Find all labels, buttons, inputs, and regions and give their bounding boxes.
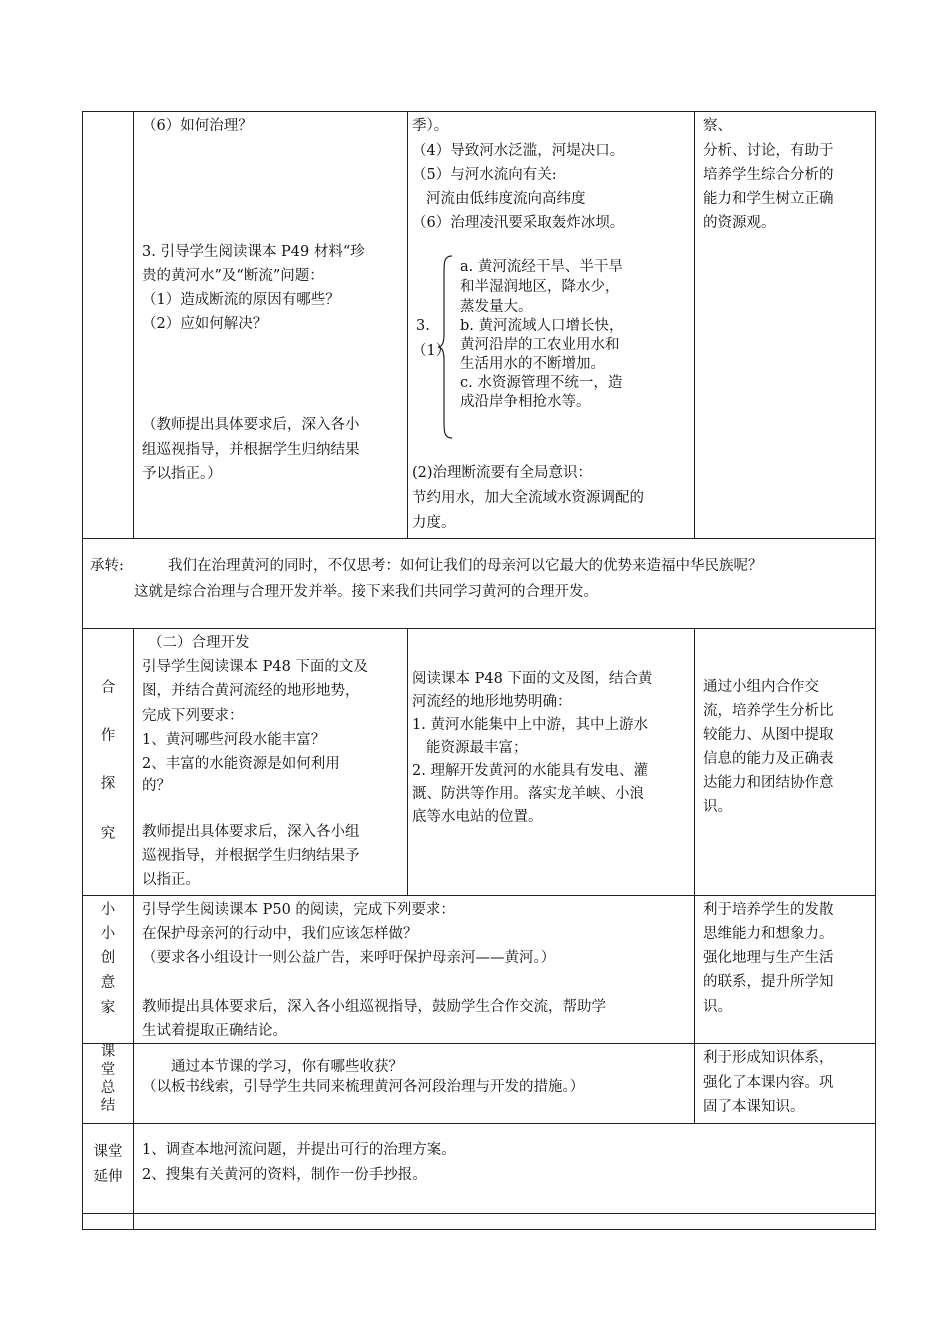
- creative-label-char: 意: [100, 975, 116, 991]
- answer-line5: （6）治理凌汛要采取轰炸冰坝。: [412, 215, 625, 231]
- summary-label-char: 结: [100, 1098, 116, 1114]
- coop-task-line10: 以指正。: [142, 872, 200, 888]
- question-2: （2）应如何解决？: [142, 316, 268, 332]
- reason-b-line3: 生活用水的不断增加。: [460, 356, 605, 372]
- summary-intent-line1: 利于形成知识体系，: [703, 1050, 834, 1066]
- coop-task-line9: 巡视指导，并根据学生归纳结果予: [142, 848, 360, 864]
- summary-label-char: 堂: [100, 1062, 116, 1078]
- summary-label-char: 课: [100, 1044, 116, 1060]
- coop-task-line4: 完成下列要求：: [142, 708, 244, 724]
- summary-label-char: 总: [100, 1080, 116, 1096]
- intent-line5: 的资源观。: [703, 215, 776, 231]
- activity-3-line1: 3. 引导学生阅读课本 P49 材料“珍: [142, 244, 365, 260]
- coop-intent-line6: 识。: [703, 799, 732, 815]
- creative-label-char: 小: [100, 902, 116, 918]
- reason-b-line2: 黄河沿岸的工农业用水和: [460, 337, 620, 353]
- coop-intent-line3: 较能力、从图中提取: [703, 727, 834, 743]
- answer-line4: 河流由低纬度流向高纬度: [426, 191, 586, 207]
- intent-line4: 能力和学生树立正确: [703, 191, 834, 207]
- coop-task-line2: 引导学生阅读课本 P48 下面的文及: [142, 659, 368, 675]
- creative-intent-line2: 思维能力和想象力。: [703, 926, 834, 942]
- coop-label-char: 合: [100, 680, 116, 696]
- creative-label-char: 家: [100, 1000, 116, 1016]
- creative-line1: 引导学生阅读课本 P50 的阅读，完成下列要求：: [142, 902, 455, 918]
- creative-intent-line5: 识。: [703, 999, 732, 1015]
- creative-line3: （要求各小组设计一则公益广告，来呼吁保护母亲河——黄河。）: [142, 950, 556, 966]
- coop-intent-line1: 通过小组内合作交: [703, 679, 819, 695]
- extension-line2: 2、搜集有关黄河的资料，制作一份手抄报。: [142, 1167, 427, 1183]
- teacher-note-line3: 予以指正。）: [142, 466, 222, 482]
- transition-line2: 这就是综合治理与合理开发并举。接下来我们共同学习黄河的合理开发。: [134, 584, 598, 600]
- extension-label-line: 延伸: [93, 1169, 123, 1185]
- answer-line3: （5）与河水流向有关:: [412, 167, 557, 183]
- coop-task-line3: 图，并结合黄河流经的地形地势，: [142, 683, 360, 699]
- coop-intent-line2: 流，培养学生分析比: [703, 703, 834, 719]
- coop-task-line7: 的？: [142, 778, 171, 794]
- coop-task-line5: 1、黄河哪些河段水能丰富？: [142, 732, 326, 748]
- coop-intent-line5: 达能力和团结协作意: [703, 775, 834, 791]
- coop-task-line8: 教师提出具体要求后，深入各小组: [142, 824, 360, 840]
- answer-line1: 季）。: [412, 118, 449, 134]
- creative-line2: 在保护母亲河的行动中，我们应该怎样做？: [142, 926, 418, 942]
- coop-intent-line4: 信息的能力及正确表: [703, 751, 834, 767]
- solution-line1: (2)治理断流要有全局意识：: [412, 465, 593, 481]
- reason-a-line2: 和半湿润地区，降水少，: [460, 279, 620, 295]
- question-1: （1）造成断流的原因有哪些？: [142, 292, 340, 308]
- coop-answer-line1: 阅读课本 P48 下面的文及图，结合黄: [412, 671, 653, 687]
- coop-label-char: 作: [100, 728, 116, 744]
- creative-line5: 生试着提取正确结论。: [142, 1023, 287, 1039]
- summary-line2: （以板书线索，引导学生共同来梳理黄河各河段治理与开发的措施。）: [142, 1079, 585, 1095]
- coop-answer-line5: 2. 理解开发黄河的水能具有发电、灌: [412, 763, 648, 779]
- creative-line4: 教师提出具体要求后，深入各小组巡视指导，鼓励学生合作交流，帮助学: [142, 999, 606, 1015]
- coop-answer-line6: 溉、防洪等作用。落实龙羊峡、小浪: [412, 786, 644, 802]
- coop-answer-line2: 河流经的地形地势明确：: [412, 694, 572, 710]
- extension-label-line: 课堂: [93, 1144, 123, 1160]
- question-6: （6）如何治理？: [142, 118, 253, 134]
- reason-a-line3: 蒸发量大。: [460, 299, 533, 315]
- solution-line2: 节约用水，加大全流域水资源调配的: [412, 490, 644, 506]
- solution-line3: 力度。: [412, 515, 456, 531]
- coop-answer-line4: 能资源最丰富；: [426, 740, 528, 756]
- reason-a-line1: a. 黄河流经干旱、半干旱: [460, 259, 623, 275]
- creative-intent-line3: 强化地理与生产生活: [703, 950, 834, 966]
- coop-task-line1: （二）合理开发: [148, 635, 250, 651]
- creative-intent-line4: 的联系，提升所学知: [703, 974, 834, 990]
- creative-label-char: 小: [100, 926, 116, 942]
- creative-label-char: 创: [100, 950, 116, 966]
- summary-intent-line2: 强化了本课内容。巩: [703, 1075, 834, 1091]
- reason-b-line1: b. 黄河流域人口增长快，: [460, 318, 624, 334]
- creative-intent-line1: 利于培养学生的发散: [703, 902, 834, 918]
- answer-1-number: （1）: [412, 343, 451, 359]
- answer-line2: （4）导致河水泛滥，河堤决口。: [412, 143, 625, 159]
- transition-label: 承转:: [90, 558, 124, 574]
- transition-line1: 我们在治理黄河的同时，不仅思考：如何让我们的母亲河以它最大的优势来造福中华民族呢？: [168, 558, 763, 574]
- teacher-note-line1: （教师提出具体要求后，深入各小: [142, 417, 360, 433]
- coop-task-line6: 2、丰富的水能资源是如何利用: [142, 756, 340, 772]
- coop-label-char: 究: [100, 826, 116, 842]
- summary-line1: 通过本节课的学习，你有哪些收获？: [171, 1059, 403, 1075]
- reason-c-line1: c. 水资源管理不统一，造: [460, 375, 623, 391]
- intent-line1: 察、: [703, 118, 732, 134]
- intent-line2: 分析、讨论，有助于: [703, 143, 834, 159]
- coop-label-char: 探: [100, 776, 116, 792]
- teacher-note-line2: 组巡视指导，并根据学生归纳结果: [142, 442, 360, 458]
- reason-c-line2: 成沿岸争相抢水等。: [460, 394, 591, 410]
- intent-line3: 培养学生综合分析的: [703, 167, 834, 183]
- extension-line1: 1、调查本地河流问题，并提出可行的治理方案。: [142, 1142, 456, 1158]
- answer-3-number: 3.: [416, 318, 430, 334]
- activity-3-line2: 贵的黄河水”及“断流”问题：: [142, 268, 324, 284]
- coop-answer-line3: 1. 黄河水能集中上中游，其中上游水: [412, 717, 648, 733]
- coop-answer-line7: 底等水电站的位置。: [412, 809, 543, 825]
- summary-intent-line3: 固了本课知识。: [703, 1099, 805, 1115]
